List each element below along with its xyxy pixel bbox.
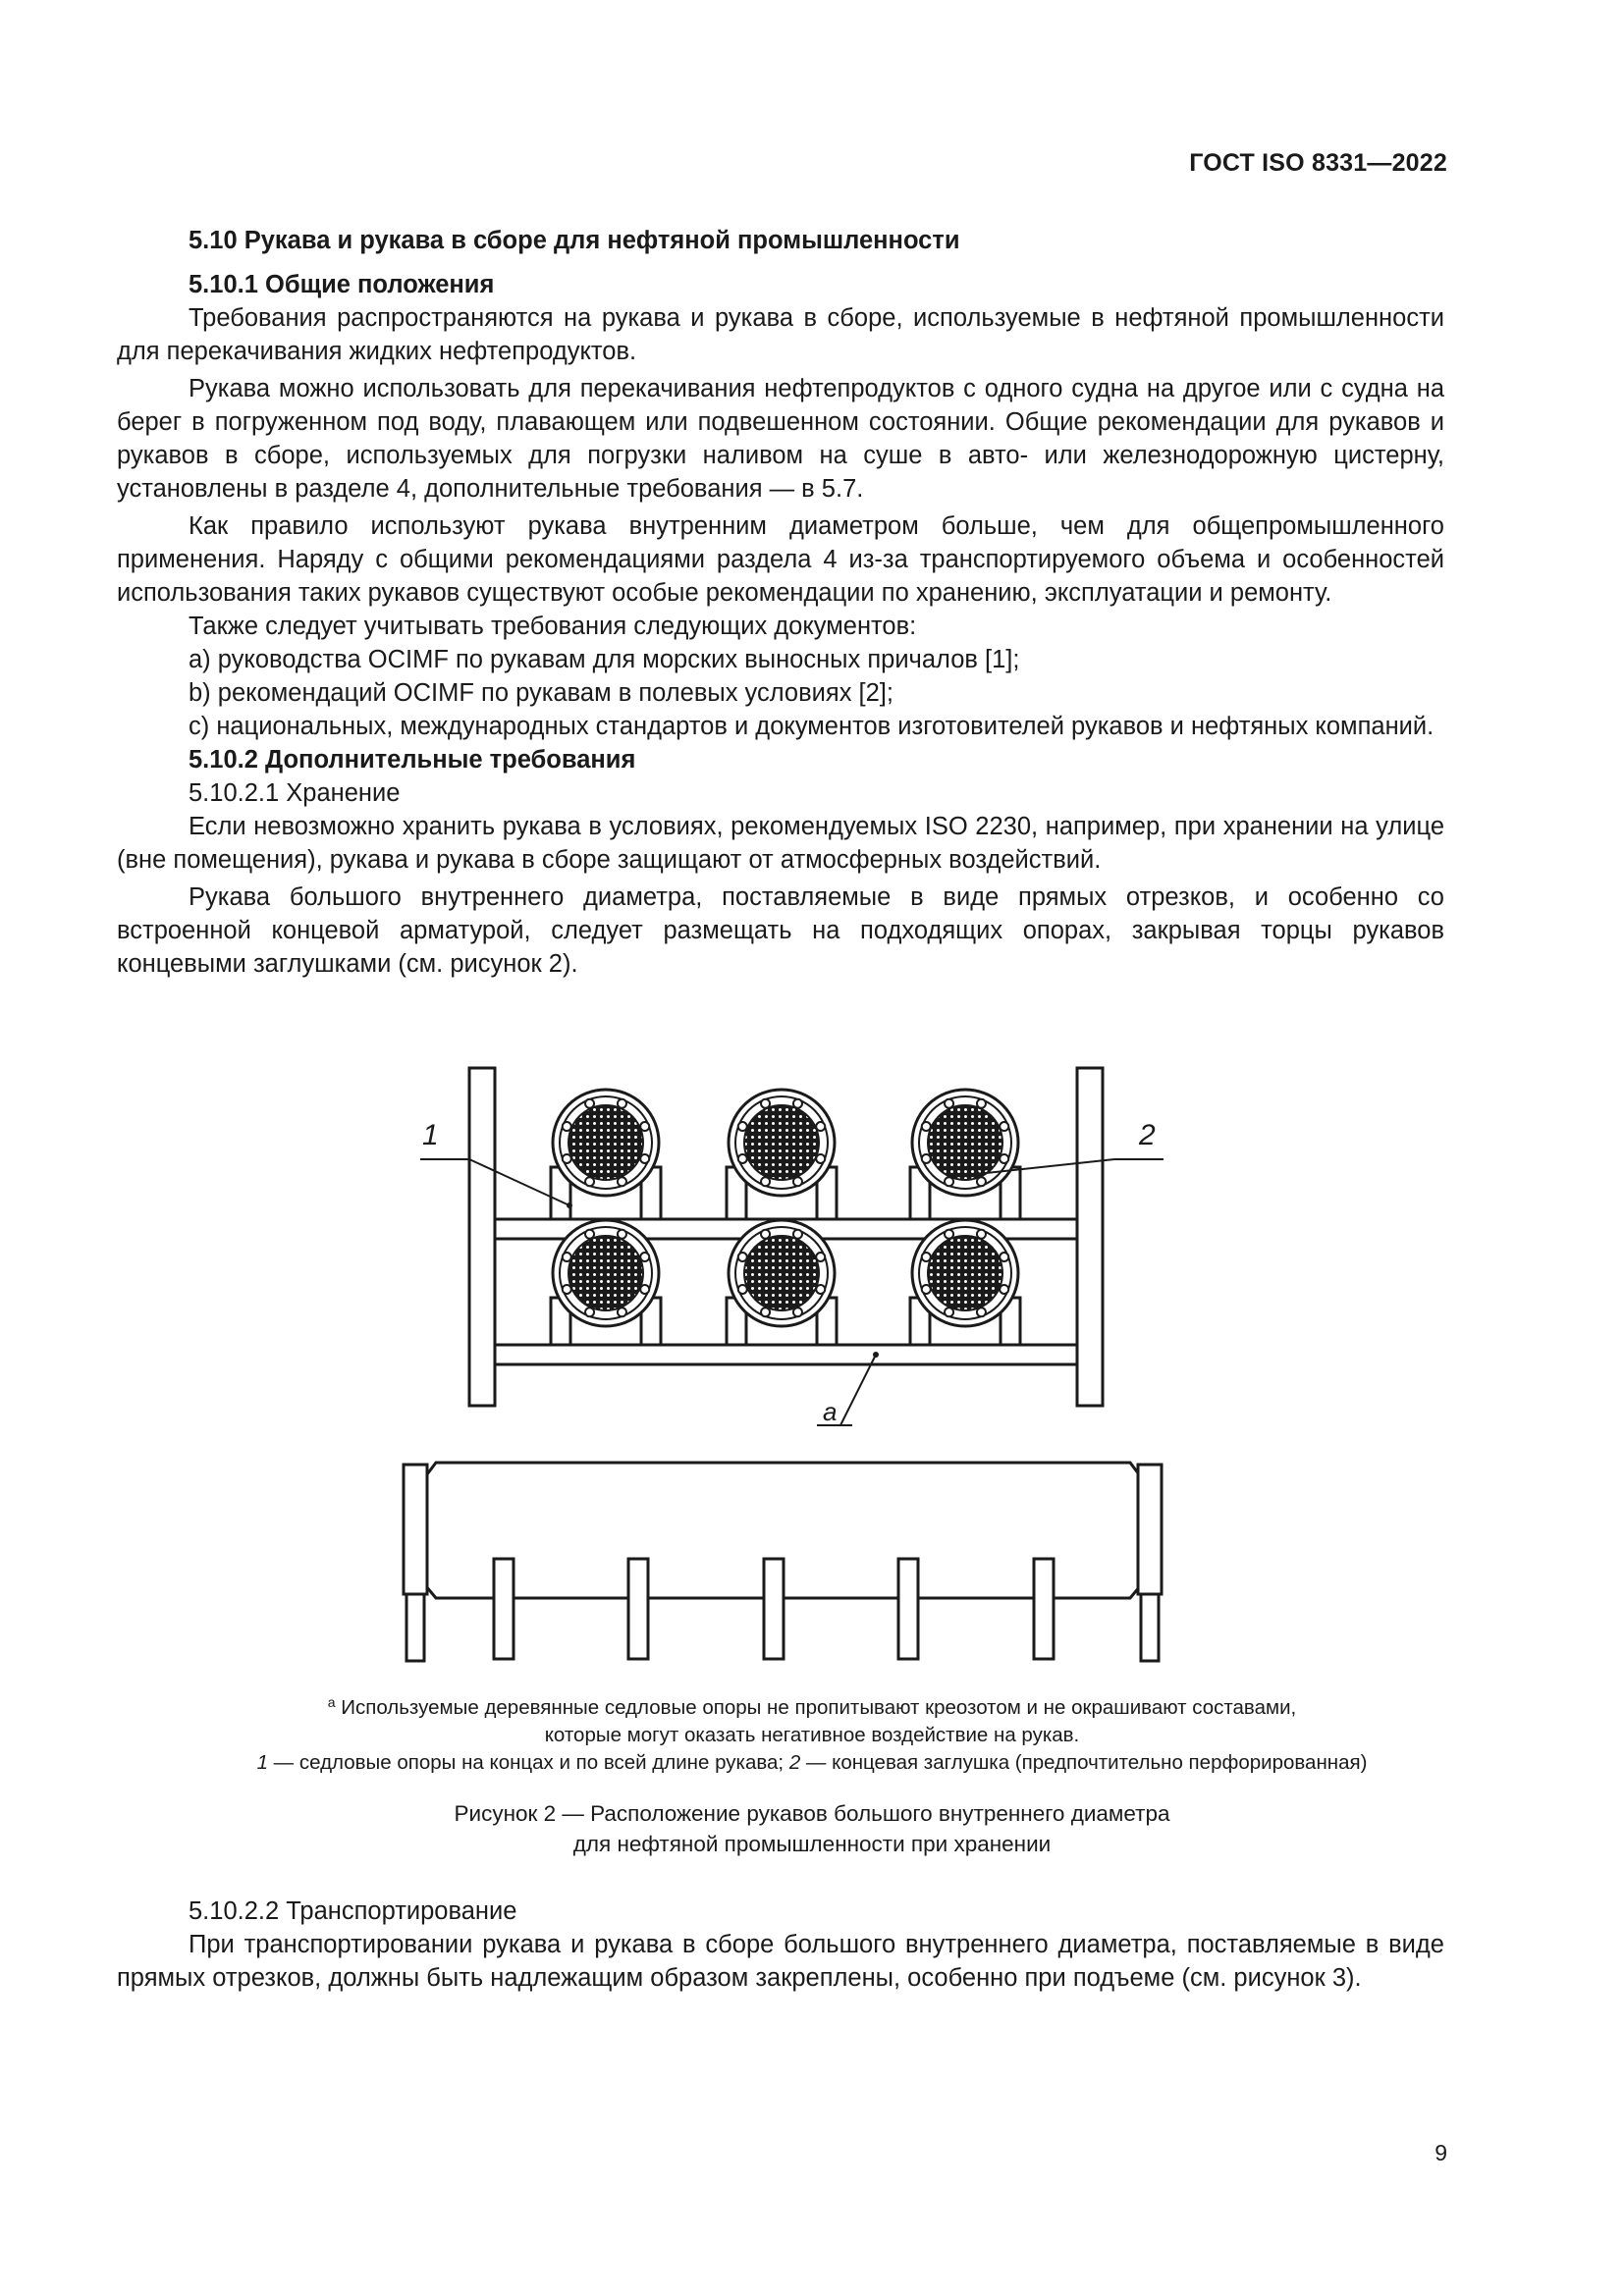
callout-1: 1 xyxy=(422,1119,439,1151)
side-view xyxy=(404,1463,1162,1661)
hose-end-cap xyxy=(910,1220,1020,1345)
left-post xyxy=(469,1068,495,1406)
bolt-hole xyxy=(945,1177,953,1186)
saddle-support xyxy=(406,1594,424,1661)
subsection-title-additional: 5.10.2 Дополнительные требования xyxy=(189,746,636,774)
bolt-hole xyxy=(585,1099,594,1108)
bolt-hole xyxy=(977,1308,986,1316)
main-text-continued xyxy=(117,1895,1444,1995)
bolt-hole xyxy=(563,1122,571,1131)
saddle-support xyxy=(1034,1559,1054,1659)
hose-storage-drawing xyxy=(0,1041,1624,1669)
hose-end-cap xyxy=(551,1090,661,1219)
saddle-support xyxy=(494,1559,514,1659)
hose-end-caps xyxy=(551,1090,1020,1345)
main-text xyxy=(117,224,1444,981)
bolt-hole xyxy=(945,1230,953,1239)
end-fitting-right xyxy=(1138,1465,1162,1594)
hose-end-cap xyxy=(727,1090,837,1219)
list-item: b) рекомендаций OCIMF по рукавам в полевых условиях [2]; xyxy=(189,679,893,707)
footnote-mark: a xyxy=(327,1694,336,1710)
bolt-hole xyxy=(618,1099,626,1108)
footnote-a: $^a$ Используемые деревянные седловые опоры не пропитывают креозотом и не окрашивают составами, xyxy=(327,1694,1297,1719)
callout-2: 2 xyxy=(1139,1119,1156,1151)
perforated-plug xyxy=(744,1105,819,1180)
figure-notes xyxy=(0,1688,1624,1777)
bolt-hole xyxy=(563,1285,571,1294)
perforated-plug xyxy=(928,1105,1002,1180)
right-post xyxy=(1077,1068,1103,1406)
bolt-hole xyxy=(922,1154,931,1163)
bolt-hole xyxy=(640,1285,649,1294)
bolt-hole xyxy=(977,1099,986,1108)
bolt-hole xyxy=(640,1253,649,1261)
bolt-hole xyxy=(563,1253,571,1261)
bolt-hole xyxy=(945,1099,953,1108)
bolt-hole xyxy=(640,1154,649,1163)
bolt-hole xyxy=(1000,1285,1008,1294)
bolt-hole xyxy=(816,1122,825,1131)
bolt-hole xyxy=(922,1285,931,1294)
perforated-plug xyxy=(568,1105,643,1180)
bolt-hole xyxy=(761,1177,770,1186)
paragraph: Рукава большого внутреннего диаметра, поставляемые в виде прямых отрезков, и особенно со встроенной концевой арматурой, следует размещать на подходящих опорах, закрывая торцы рукавов концевыми заглушками (см. рисунок 2). xyxy=(117,883,1444,978)
saddle-support xyxy=(628,1559,648,1659)
list-item: c) национальных, международных стандартов и документов изготовителей рукавов и нефтяных компаний. xyxy=(189,713,1435,740)
bolt-hole xyxy=(585,1230,594,1239)
bolt-hole xyxy=(640,1122,649,1131)
paragraph: Если невозможно хранить рукава в условиях, рекомендуемых ISO 2230, например, при хранении на улице (вне помещения), рукава и рукава в сборе защищают от атмосферных воздействий. xyxy=(117,813,1444,874)
bolt-hole xyxy=(922,1122,931,1131)
bolt-hole xyxy=(738,1253,747,1261)
footnote-a-cont: которые могут оказать негативное воздействие на рукав. xyxy=(544,1724,1080,1746)
paragraph: Также следует учитывать требования следующих документов: xyxy=(189,613,917,640)
subsection-title-transport: 5.10.2.2 Транспортирование xyxy=(189,1897,517,1925)
hose-end-cap xyxy=(727,1220,837,1345)
bolt-hole xyxy=(977,1177,986,1186)
bolt-hole xyxy=(1000,1154,1008,1163)
paragraph: При транспортировании рукава и рукава в сборе большого внутреннего диаметра, поставляемые в виде прямых отрезков, должны быть надлежащим образом закреплены, особенно при подъеме (см. рисунок 3). xyxy=(117,1931,1444,1992)
bolt-hole xyxy=(618,1230,626,1239)
bolt-hole xyxy=(922,1253,931,1261)
paragraph: Как правило используют рукава внутренним диаметром больше, чем для общепромышленного применения. Наряду с общими рекомендациями раздела 4 из-за транспортируемого объема и особенностей использования таких рукавов существуют особые рекомендации по хранению, эксплуатации и ремонту. xyxy=(117,512,1444,607)
bolt-hole xyxy=(585,1177,594,1186)
perforated-plug xyxy=(928,1236,1002,1310)
bolt-hole xyxy=(1000,1122,1008,1131)
bolt-hole xyxy=(977,1230,986,1239)
bolt-hole xyxy=(761,1308,770,1316)
bolt-hole xyxy=(761,1230,770,1239)
page-number: 9 xyxy=(1435,2140,1447,2165)
hose-end-cap xyxy=(910,1090,1020,1219)
bolt-hole xyxy=(793,1230,802,1239)
saddle-support xyxy=(1141,1594,1159,1661)
figure-caption: Рисунок 2 — Расположение рукавов большого внутреннего диаметра для нефтяной промышленности при хранении xyxy=(454,1801,1170,1856)
callout-a: a xyxy=(823,1397,838,1426)
subsection-title-general: 5.10.1 Общие положения xyxy=(189,271,495,298)
bolt-hole xyxy=(585,1308,594,1316)
bolt-hole xyxy=(738,1122,747,1131)
bolt-hole xyxy=(793,1177,802,1186)
list-item: a) руководства OCIMF по рукавам для морских выносных причалов [1]; xyxy=(189,646,1020,673)
bolt-hole xyxy=(738,1154,747,1163)
bolt-hole xyxy=(816,1285,825,1294)
bolt-hole xyxy=(793,1099,802,1108)
bolt-hole xyxy=(618,1308,626,1316)
bolt-hole xyxy=(793,1308,802,1316)
paragraph: Рукава можно использовать для перекачивания нефтепродуктов с одного судна на другое или с судна на берег в погруженном под воду, плавающем или подвешенном состоянии. Общие рекомендации для рукавов и рукавов в сборе, используемых для погрузки наливом на суше в авто- или железнодорожную цистерну, установлены в разделе 4, дополнительные требования — в 5.7. xyxy=(117,375,1444,503)
perforated-plug xyxy=(568,1236,643,1310)
subsection-title-storage: 5.10.2.1 Хранение xyxy=(189,779,401,807)
bolt-hole xyxy=(563,1154,571,1163)
bolt-hole xyxy=(945,1308,953,1316)
end-fitting-left xyxy=(404,1465,427,1594)
hose-end-cap xyxy=(551,1220,661,1345)
figure-2 xyxy=(0,1041,1624,1669)
bolt-hole xyxy=(738,1285,747,1294)
bolt-hole xyxy=(761,1099,770,1108)
bolt-hole xyxy=(816,1154,825,1163)
document-id-header: ГОСТ ISO 8331—2022 xyxy=(1189,149,1447,177)
bolt-hole xyxy=(816,1253,825,1261)
bolt-hole xyxy=(618,1177,626,1186)
saddle-support xyxy=(898,1559,918,1659)
saddle-support xyxy=(764,1559,784,1659)
paragraph: Требования распространяются на рукава и рукава в сборе, используемые в нефтяной промышленности для перекачивания жидких нефтепродуктов. xyxy=(117,304,1444,365)
bolt-hole xyxy=(1000,1253,1008,1261)
perforated-plug xyxy=(744,1236,819,1310)
figure-legend: 1 — седловые опоры на концах и по всей длине рукава; 2 — концевая заглушка (предпочтительно перфорированная) xyxy=(256,1751,1368,1774)
lower-beam xyxy=(495,1345,1077,1364)
section-title: 5.10 Рукава и рукава в сборе для нефтяной промышленности xyxy=(189,227,960,254)
